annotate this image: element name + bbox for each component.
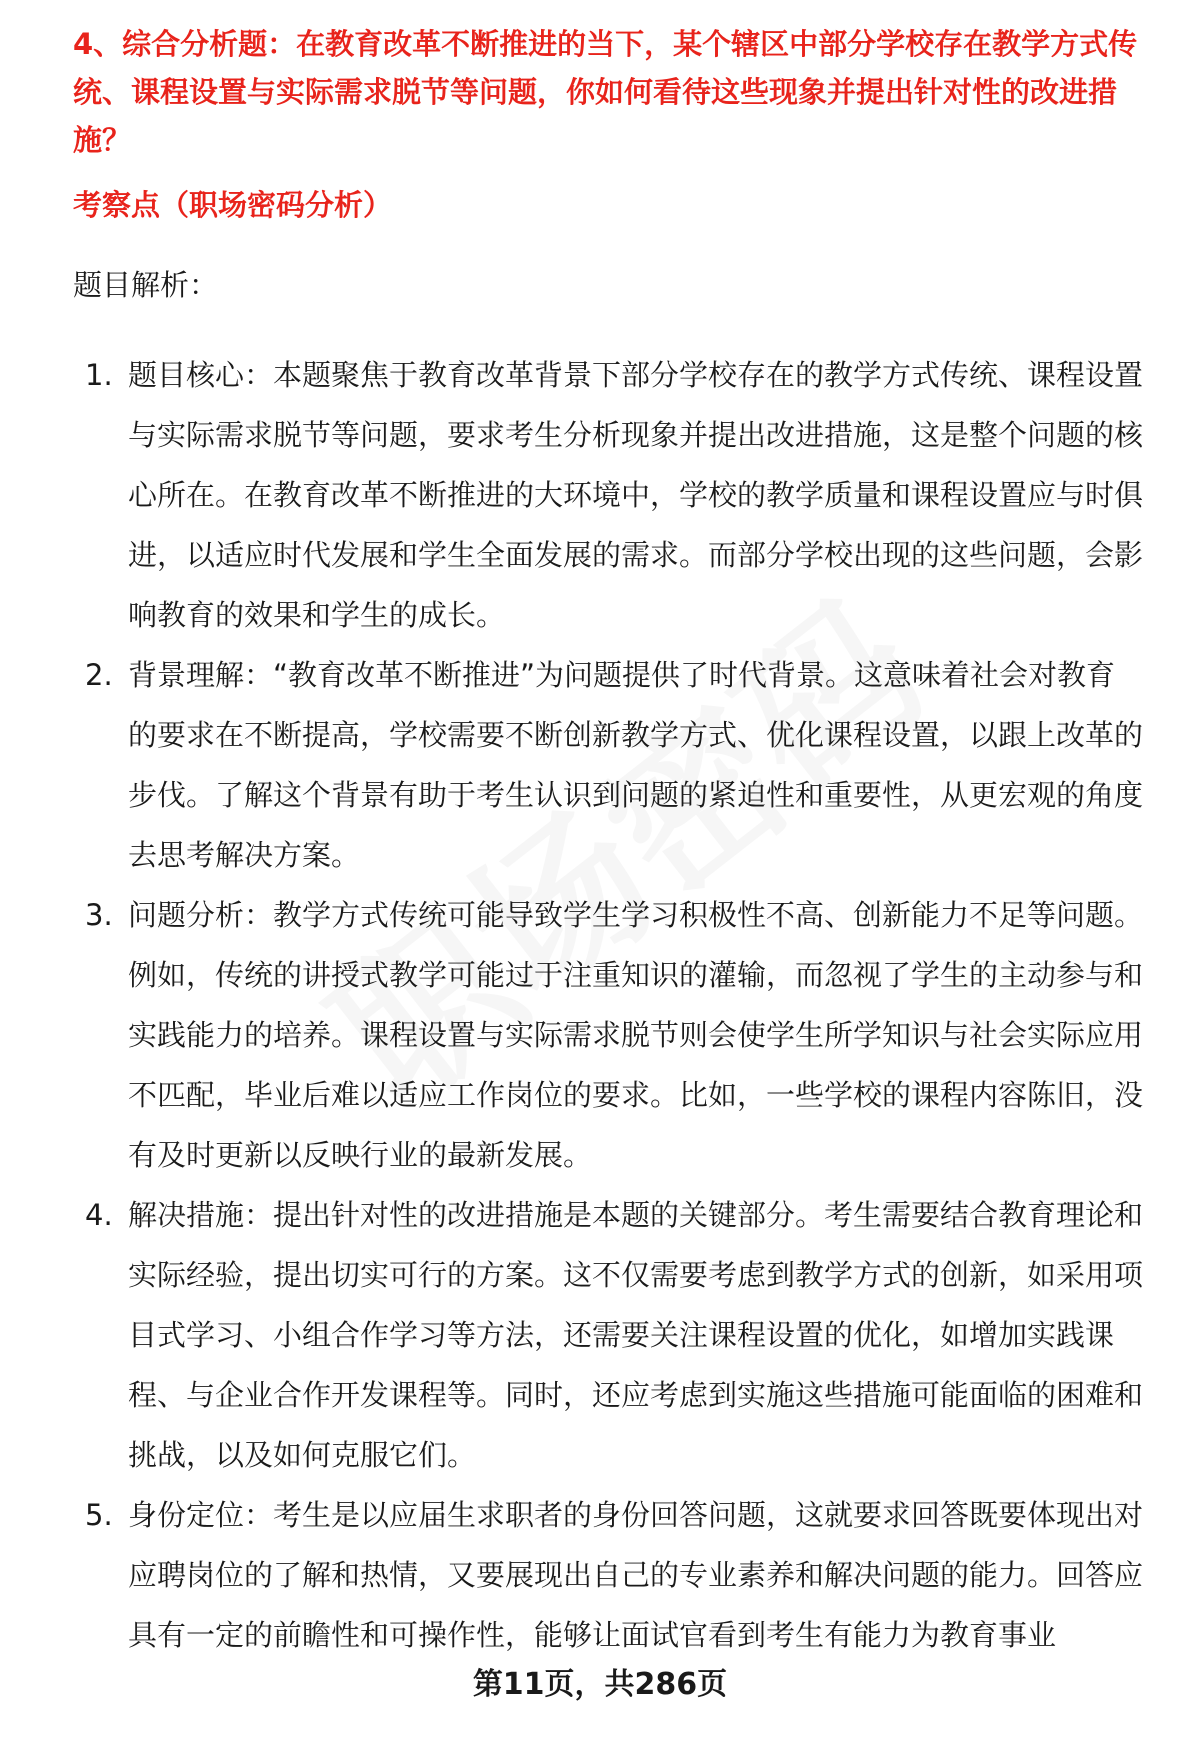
section-title: 考察点（职场密码分析）: [73, 188, 393, 222]
analysis-point-1: [73, 345, 1143, 645]
analysis-point-4: [73, 1185, 1143, 1485]
analysis-points-list: [73, 345, 1143, 1665]
point-number: 5.: [85, 1498, 113, 1532]
point-number: 1.: [85, 358, 113, 392]
point-text: 身份定位：考生是以应届生求职者的身份回答问题，这就要求回答既要体现出对应聘岗位的了解和热情，又要展现出自己的专业素养和解决问题的能力。回答应具有一定的前瞻性和可操作性，能够让面试官看到考生有能力为教育事业: [128, 1498, 1144, 1652]
page-number-footer: 第11页，共286页: [472, 1667, 728, 1702]
analysis-point-3: [73, 885, 1143, 1185]
point-number: 2.: [85, 658, 113, 692]
analysis-point-2: [73, 645, 1143, 885]
point-number: 3.: [85, 898, 113, 932]
point-text: 题目核心：本题聚焦于教育改革背景下部分学校存在的教学方式传统、课程设置与实际需求脱节等问题，要求考生分析现象并提出改进措施，这是整个问题的核心所在。在教育改革不断推进的大环境中，学校的教学质量和课程设置应与时俱进，以适应时代发展和学生全面发展的需求。而部分学校出现的这些问题，会影响教育的效果和学生的成长。: [128, 358, 1144, 632]
point-text: 解决措施：提出针对性的改进措施是本题的关键部分。考生需要结合教育理论和实际经验，提出切实可行的方案。这不仅需要考虑到教学方式的创新，如采用项目式学习、小组合作学习等方法，还需要关注课程设置的优化，如增加实践课程、与企业合作开发课程等。同时，还应考虑到实施这些措施可能面临的困难和挑战，以及如何克服它们。: [128, 1198, 1144, 1472]
point-text: 问题分析：教学方式传统可能导致学生学习积极性不高、创新能力不足等问题。例如，传统的讲授式教学可能过于注重知识的灌输，而忽视了学生的主动参与和实践能力的培养。课程设置与实际需求脱节则会使学生所学知识与社会实际应用不匹配，毕业后难以适应工作岗位的要求。比如，一些学校的课程内容陈旧，没有及时更新以反映行业的最新发展。: [128, 898, 1144, 1172]
point-text: 背景理解：“教育改革不断推进”为问题提供了时代背景。这意味着社会对教育的要求在不断提高，学校需要不断创新教学方式、优化课程设置，以跟上改革的步伐。了解这个背景有助于考生认识到问题的紧迫性和重要性，从更宏观的角度去思考解决方案。: [128, 658, 1144, 872]
question-heading: 4、综合分析题：在教育改革不断推进的当下，某个辖区中部分学校存在教学方式传统、课程设置与实际需求脱节等问题，你如何看待这些现象并提出针对性的改进措施？: [73, 27, 1138, 157]
analysis-point-5: [73, 1485, 1143, 1665]
point-number: 4.: [85, 1198, 113, 1232]
analysis-label: 题目解析：: [73, 268, 219, 302]
